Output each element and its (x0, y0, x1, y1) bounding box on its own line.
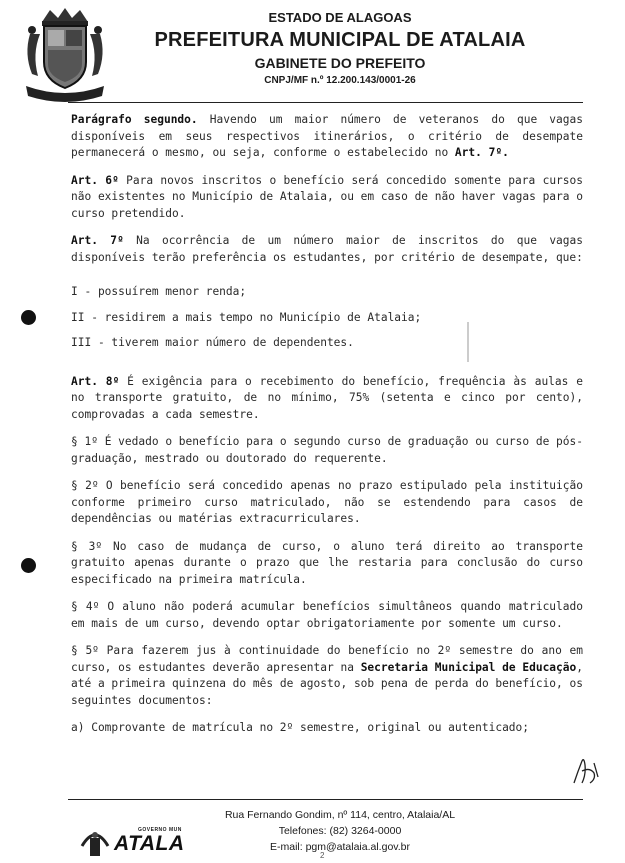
paragraph-s1: § 1º É vedado o benefício para o segundo curso de graduação ou curso de pós-graduação, mestrado ou doutorado do requerente. (71, 435, 583, 465)
logo-name: ATALA (114, 832, 185, 855)
list-item-i: I - possuírem menor renda; (71, 285, 247, 298)
municipal-crest-icon (20, 4, 110, 104)
punch-hole-icon (21, 310, 36, 325)
punch-hole-icon (21, 558, 36, 573)
list-item-iii: III - tiverem maior número de dependentes. (71, 336, 354, 349)
page-number: 2 (320, 851, 325, 860)
footer-email: E-mail: pgm@atalaia.al.gov.br (269, 841, 411, 853)
prefeitura-name: PREFEITURA MUNICIPAL DE ATALAIA (154, 29, 526, 51)
footer-contact (160, 807, 520, 855)
article-7: Art. 7º Na ocorrência de um número maior de inscritos do que vagas disponíveis terão preferência os estudantes, por critério de desempate, que: (71, 234, 583, 264)
paragraph-s4: § 4º O aluno não poderá acumular benefícios simultâneos quando matriculado em mais de um curso, devendo optar obrigatoriamente por somente um curso. (71, 600, 583, 630)
gabinete-name: GABINETE DO PREFEITO (254, 55, 426, 71)
article-6: Art. 6º Para novos inscritos o benefício será concedido somente para cursos não existentes no Município de Atalaia, ou em caso de não haver vagas para o curso pretendido. (71, 173, 583, 220)
letterhead (110, 8, 570, 86)
list-item-a: a) Comprovante de matrícula no 2º semestre, original ou autenticado; (71, 721, 530, 734)
paragraph-s3: § 3º No caso de mudança de curso, o aluno terá direito ao transporte gratuito apenas durante o prazo que lhe restaria para conclusão do curso especificado na primeira matrícula. (71, 539, 583, 586)
paragraph-s5: § 5º Para fazerem jus à continuidade do benefício no 2º semestre do ano em curso, os estudantes deverão apresentar na Secretaria Municipal de Educação, até a primeira quinzena do mês de agosto, sob pena de perda do benefício, os seguintes documentos: (71, 644, 583, 707)
footer-divider (68, 799, 583, 800)
article-8: Art. 8º É exigência para o recebimento do benefício, frequência às aulas e no transporte gratuito, de no mínimo, 75% (setenta e cinco por cento), comprovadas a cada semestre. (71, 374, 583, 421)
state-name: ESTADO DE ALAGOAS (268, 10, 412, 25)
signature-initials (568, 753, 602, 789)
footer-phone: Telefones: (82) 3264-0000 (278, 825, 402, 837)
paragraph-s2: § 2º O benefício será concedido apenas no prazo estipulado pela instituição conforme primeiro curso matriculado, não se estendendo para casos de dependências ou matérias extracurriculares. (71, 479, 583, 525)
footer-address: Rua Fernando Gondim, nº 114, centro, Atalaia/AL (224, 809, 456, 821)
tower-logo-icon (78, 826, 112, 859)
government-logo (78, 826, 193, 859)
cnpj-number: CNPJ/MF n.º 12.200.143/0001-26 (264, 75, 416, 86)
paragraph-segundo: Parágrafo segundo. Havendo um maior número de veteranos do que vagas disponíveis em seus respectivos itinerários, o critério de desempate permanecerá o mesmo, ou seja, conforme o estabelecido no Art. 7º. (71, 113, 583, 159)
list-item-ii: II - residirem a mais tempo no Município de Atalaia; (71, 310, 422, 324)
header-divider (68, 102, 583, 103)
document-body (71, 112, 583, 748)
logo-subtitle: GOVERNO MUN (138, 827, 182, 833)
